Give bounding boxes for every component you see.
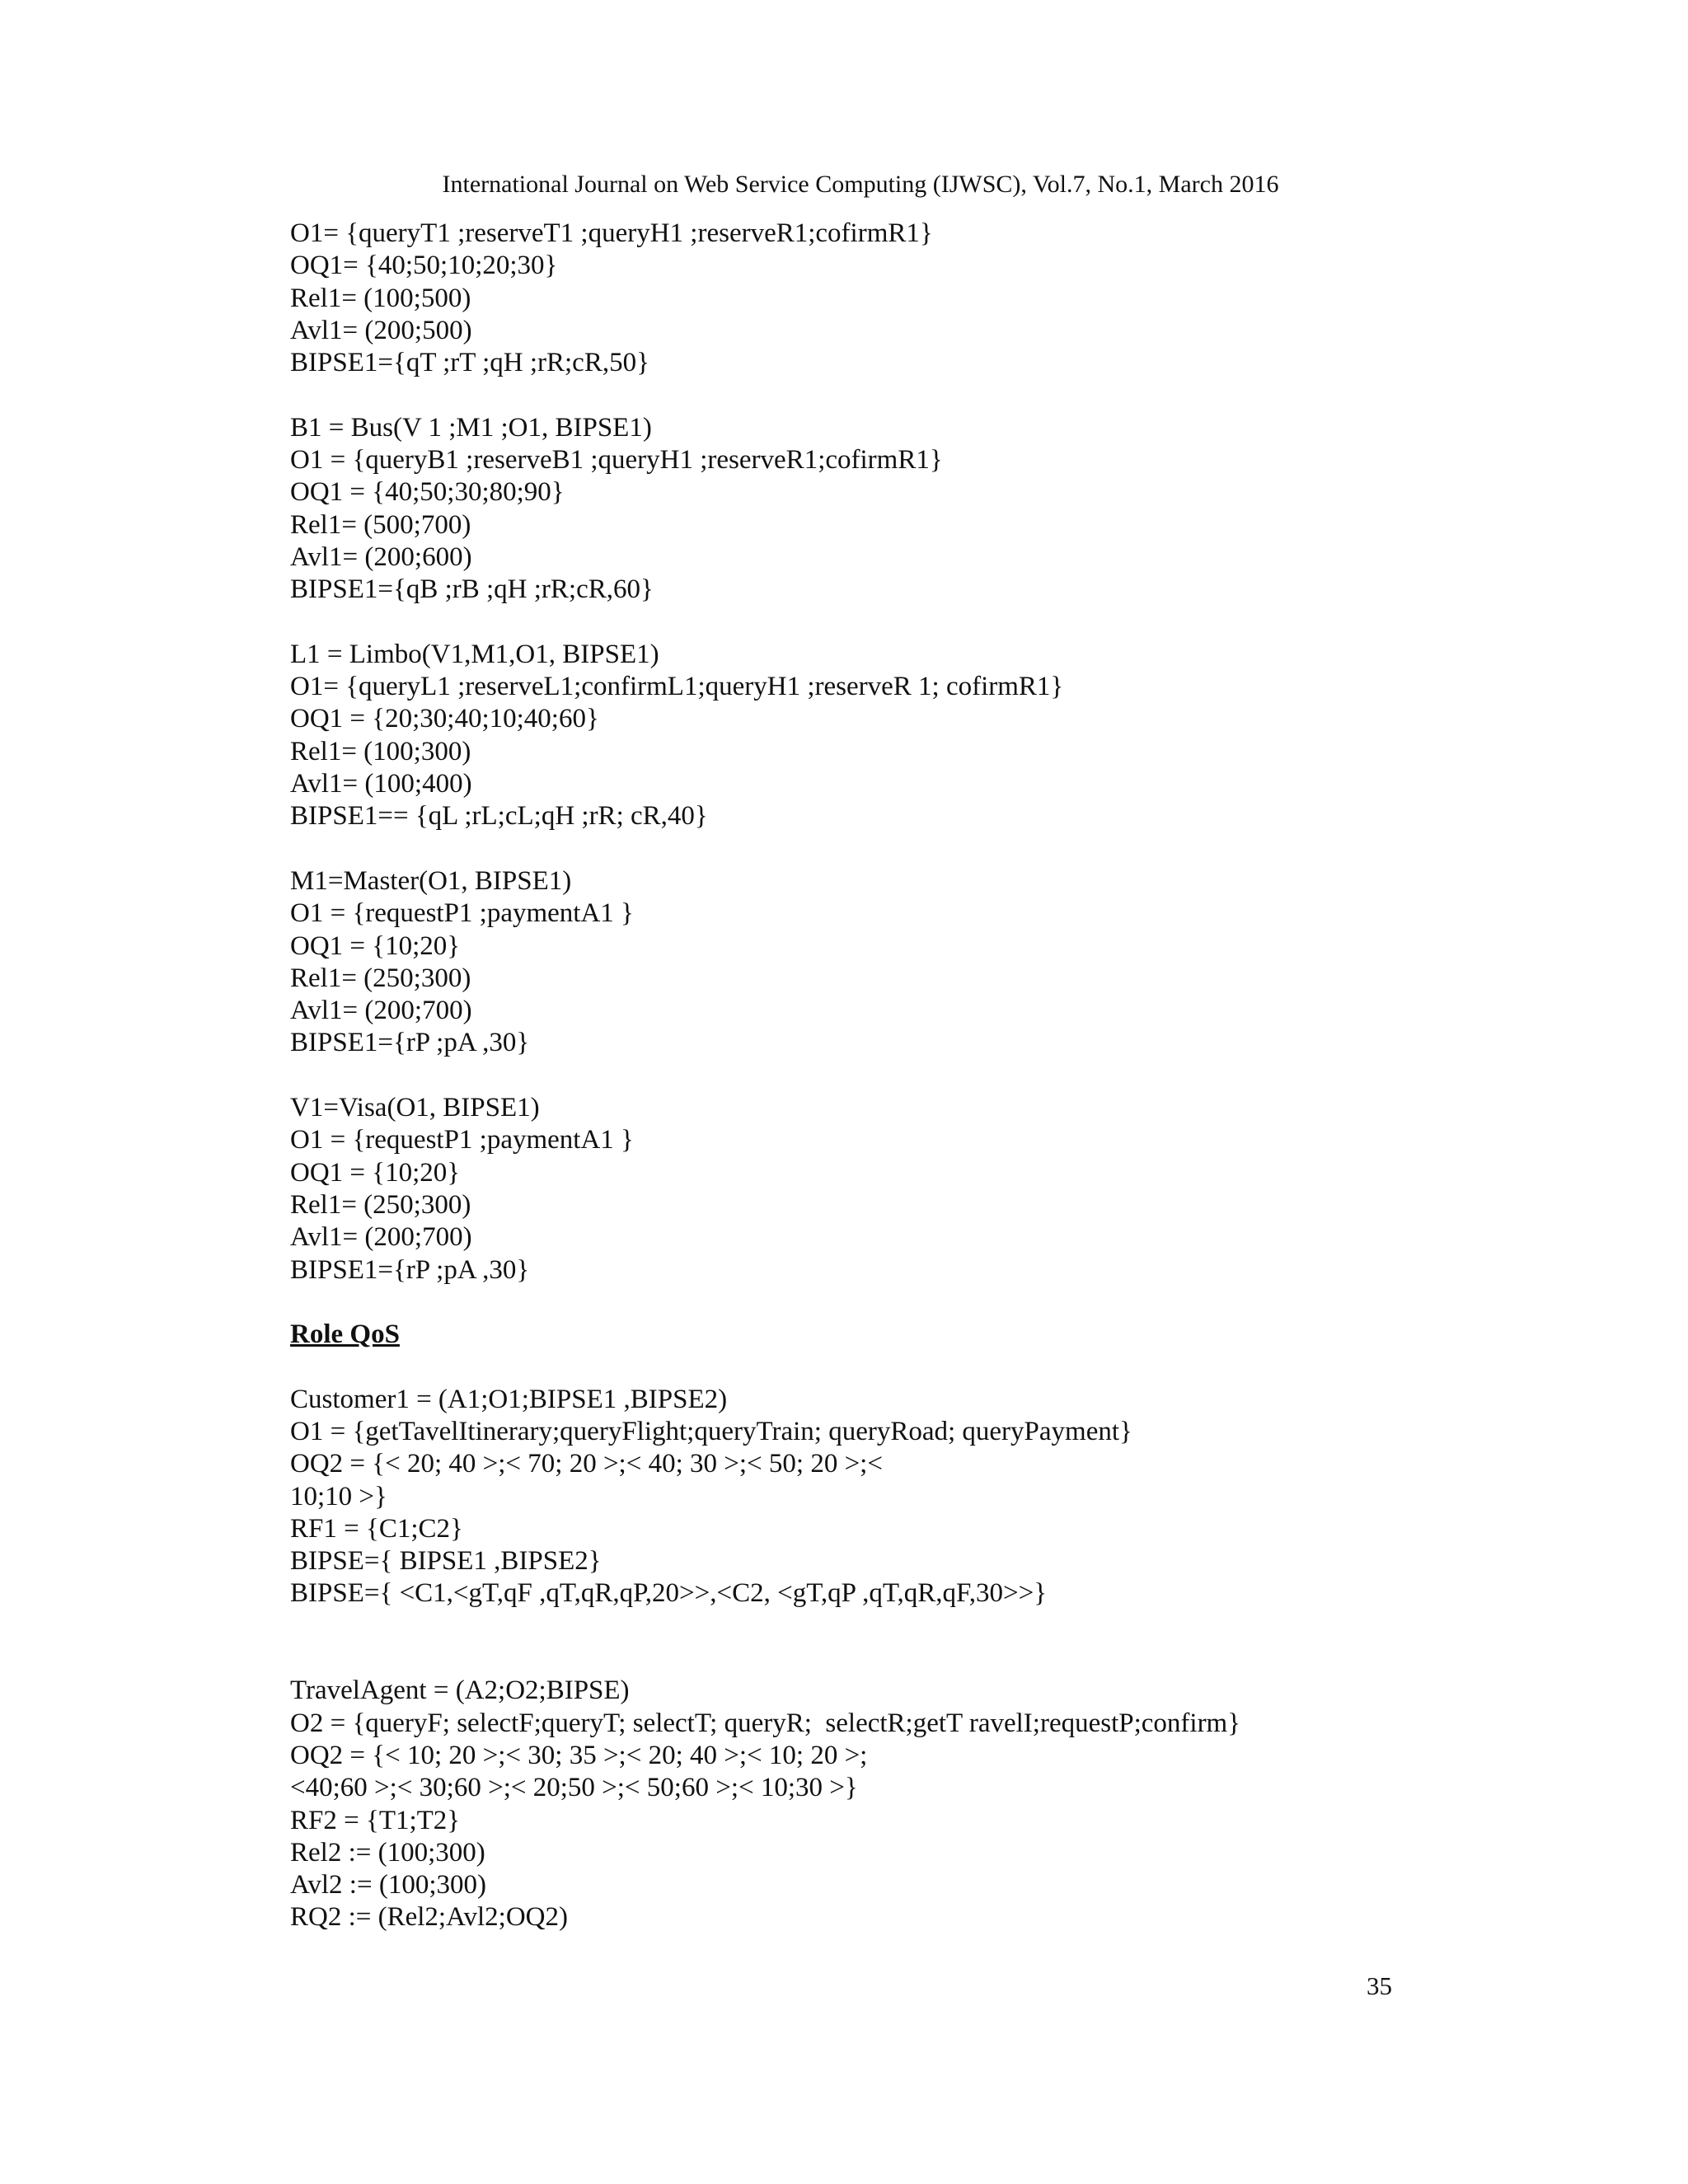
text-line: O2 = {queryF; selectF;queryT; selectT; queryR; selectR;getT ravelI;requestP;confirm} bbox=[290, 1708, 1241, 1738]
text-line: Rel1= (100;300) bbox=[290, 736, 471, 766]
text-line: O1 = {requestP1 ;paymentA1 } bbox=[290, 898, 634, 929]
text-line: BIPSE1={rP ;pA ,30} bbox=[290, 1254, 530, 1285]
text-line: RF2 = {T1;T2} bbox=[290, 1805, 461, 1835]
text-line: Rel1= (250;300) bbox=[290, 963, 471, 993]
text-line: O1 = {getTavelItinerary;queryFlight;queryTrain; queryRoad; queryPayment} bbox=[290, 1416, 1132, 1446]
text-line: BIPSE1={qB ;rB ;qH ;rR;cR,60} bbox=[290, 574, 654, 605]
text-line: M1=Master(O1, BIPSE1) bbox=[290, 865, 572, 896]
service-block-t1 bbox=[290, 218, 1395, 379]
text-line: BIPSE1={qT ;rT ;qH ;rR;cR,50} bbox=[290, 348, 649, 378]
customer-role-block bbox=[290, 1384, 1395, 1610]
block-spacer bbox=[290, 833, 1395, 865]
text-line: Avl1= (200;700) bbox=[290, 996, 472, 1026]
text-line: OQ1 = {10;20} bbox=[290, 1157, 461, 1188]
text-line: OQ1 = {40;50;30;80;90} bbox=[290, 477, 565, 508]
text-line: Avl1= (200;700) bbox=[290, 1222, 472, 1253]
text-line: Rel1= (100;500) bbox=[290, 283, 471, 313]
service-block-limbo bbox=[290, 639, 1395, 833]
text-line: <40;60 >;< 30;60 >;< 20;50 >;< 50;60 >;< 10;30 >} bbox=[290, 1773, 858, 1803]
service-block-visa bbox=[290, 1092, 1395, 1286]
text-line: BIPSE1== {qL ;rL;cL;qH ;rR; cR,40} bbox=[290, 801, 708, 832]
text-line: BIPSE1={rP ;pA ,30} bbox=[290, 1028, 530, 1058]
text-line: L1 = Limbo(V1,M1,O1, BIPSE1) bbox=[290, 639, 659, 669]
text-line: TravelAgent = (A2;O2;BIPSE) bbox=[290, 1675, 630, 1706]
block-spacer bbox=[290, 379, 1395, 411]
running-header: International Journal on Web Service Computing (IJWSC), Vol.7, No.1, March 2016 bbox=[442, 171, 1279, 198]
service-block-bus bbox=[290, 412, 1395, 607]
text-line: RQ2 := (Rel2;Avl2;OQ2) bbox=[290, 1902, 568, 1933]
text-line: OQ1= {40;50;10;20;30} bbox=[290, 251, 558, 281]
text-line: O1= {queryL1 ;reserveL1;confirmL1;queryH1 ;reserveR 1; cofirmR1} bbox=[290, 672, 1064, 702]
service-block-master bbox=[290, 865, 1395, 1060]
text-line: Rel1= (500;700) bbox=[290, 509, 471, 540]
text-line: 10;10 >} bbox=[290, 1481, 387, 1511]
block-spacer bbox=[290, 1351, 1395, 1383]
text-line: Rel2 := (100;300) bbox=[290, 1837, 485, 1868]
text-line: B1 = Bus(V 1 ;M1 ;O1, BIPSE1) bbox=[290, 412, 652, 443]
text-line: OQ2 = {< 10; 20 >;< 30; 35 >;< 20; 40 >;< 10; 20 >; bbox=[290, 1740, 868, 1770]
text-line: RF1 = {C1;C2} bbox=[290, 1513, 463, 1544]
text-line: O1= {queryT1 ;reserveT1 ;queryH1 ;reserveR1;cofirmR1} bbox=[290, 218, 933, 248]
text-line: Avl1= (100;400) bbox=[290, 769, 472, 799]
text-line: O1 = {queryB1 ;reserveB1 ;queryH1 ;reserveR1;cofirmR1} bbox=[290, 445, 943, 476]
text-line: Avl1= (200;500) bbox=[290, 315, 472, 345]
text-line: V1=Visa(O1, BIPSE1) bbox=[290, 1093, 540, 1123]
text-line: BIPSE={ BIPSE1 ,BIPSE2} bbox=[290, 1546, 602, 1577]
text-line: Avl2 := (100;300) bbox=[290, 1870, 486, 1900]
text-line: Avl1= (200;600) bbox=[290, 541, 472, 572]
block-spacer bbox=[290, 1610, 1395, 1675]
text-line: O1 = {requestP1 ;paymentA1 } bbox=[290, 1125, 634, 1155]
text-line: BIPSE={ <C1,<gT,qF ,qT,qR,qP,20>>,<C2, <gT,qP ,qT,qR,qF,30>>} bbox=[290, 1578, 1048, 1609]
text-line: OQ1 = {10;20} bbox=[290, 930, 461, 961]
block-spacer bbox=[290, 1286, 1395, 1319]
text-line: Rel1= (250;300) bbox=[290, 1189, 471, 1220]
text-line: Customer1 = (A1;O1;BIPSE1 ,BIPSE2) bbox=[290, 1384, 728, 1414]
section-heading: Role QoS bbox=[290, 1319, 400, 1350]
travel-agent-role-block bbox=[290, 1675, 1395, 1933]
block-spacer bbox=[290, 1060, 1395, 1092]
text-line: OQ1 = {20;30;40;10;40;60} bbox=[290, 704, 599, 734]
text-line: OQ2 = {< 20; 40 >;< 70; 20 >;< 40; 30 >;< 50; 20 >;< bbox=[290, 1449, 883, 1479]
page-number: 35 bbox=[1367, 1971, 1392, 2000]
block-spacer bbox=[290, 607, 1395, 639]
page-body bbox=[290, 218, 1395, 1934]
